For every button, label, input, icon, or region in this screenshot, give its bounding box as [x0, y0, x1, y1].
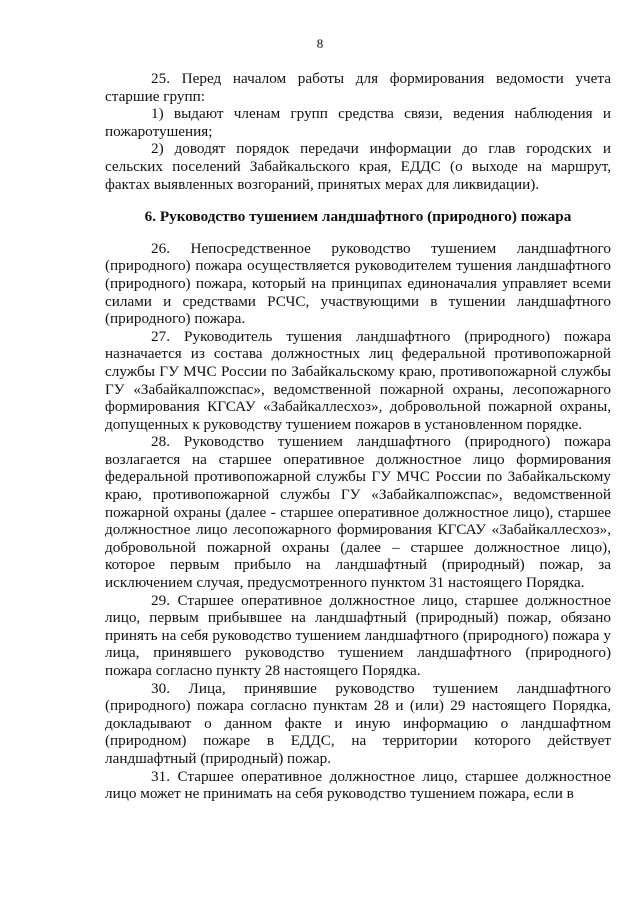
paragraph-31: 31. Старшее оперативное должностное лицо, старшее должностное лицо может не принимать на себя руководство тушением пожара, если в: [105, 767, 611, 803]
paragraph-28: 28. Руководство тушением ландшафтного (природного) пожара возлагается на старшее оперативное должностное лицо формирования федеральной противопожарной службы ГУ МЧС России по Забайкальскому краю, противопожарной службы ГУ «Забайкалпожспас», ведомственной пожарной охраны (далее - старшее оперативное должностное лицо), старшее должностное лицо лесопожарного формирования КГСАУ «Забайкаллесхоз», добровольной пожарной охраны (далее – старшее должностное лицо), которое первым прибыло на ландшафтный (природный) пожар, за исключением случая, предусмотренного пунктом 31 настоящего Порядка.: [105, 433, 611, 592]
paragraph-25: 25. Перед началом работы для формирования ведомости учета старшие групп:: [105, 70, 611, 105]
paragraph-25-item-1: 1) выдают членам групп средства связи, ведения наблюдения и пожаротушения;: [105, 105, 611, 140]
document-body: [105, 70, 611, 803]
page-number: 8: [316, 36, 324, 51]
paragraph-29: 29. Старшее оперативное должностное лицо, старшее должностное лицо, первым прибывшее на ландшафтный (природный) пожар, обязано принять на себя руководство тушением ландшафтного (природного) пожара у лица, принявшего руководство тушением ландшафтного (природного) пожара согласно пункту 28 настоящего Порядка.: [105, 591, 611, 679]
paragraph-26: 26. Непосредственное руководство тушением ландшафтного (природного) пожара осуществляется руководителем тушения ландшафтного (природного) пожара, который на принципах единоначалия управляет всеми силами и средствами РСЧС, участвующими в тушении ландшафтного (природного) пожара.: [105, 239, 611, 328]
section-heading: 6. Руководство тушением ландшафтного (природного) пожара: [144, 208, 572, 226]
paragraph-25-item-2: 2) доводят порядок передачи информации до глав городских и сельских поселений Забайкальского края, ЕДДС (о выходе на маршрут, фактах выявленных возгораний, принятых мерах для ликвидации).: [105, 140, 611, 193]
paragraph-27: 27. Руководитель тушения ландшафтного (природного) пожара назначается из состава должностных лиц федеральной противопожарной службы ГУ МЧС России по Забайкальскому краю, противопожарной службы ГУ «Забайкалпожспас», ведомственной пожарной охраны, лесопожарного формирования КГСАУ «Забайкаллесхоз», добровольной пожарной охраны, допущенных к руководству тушением пожаров в установленном порядке.: [105, 327, 611, 433]
paragraph-30: 30. Лица, принявшие руководство тушением ландшафтного (природного) пожара согласно пунктам 28 и (или) 29 настоящего Порядка, докладывают о данном факте и иную информацию о ландшафтном (природном) пожаре в ЕДДС, на территории которого действует ландшафтный (природный) пожар.: [105, 679, 611, 767]
